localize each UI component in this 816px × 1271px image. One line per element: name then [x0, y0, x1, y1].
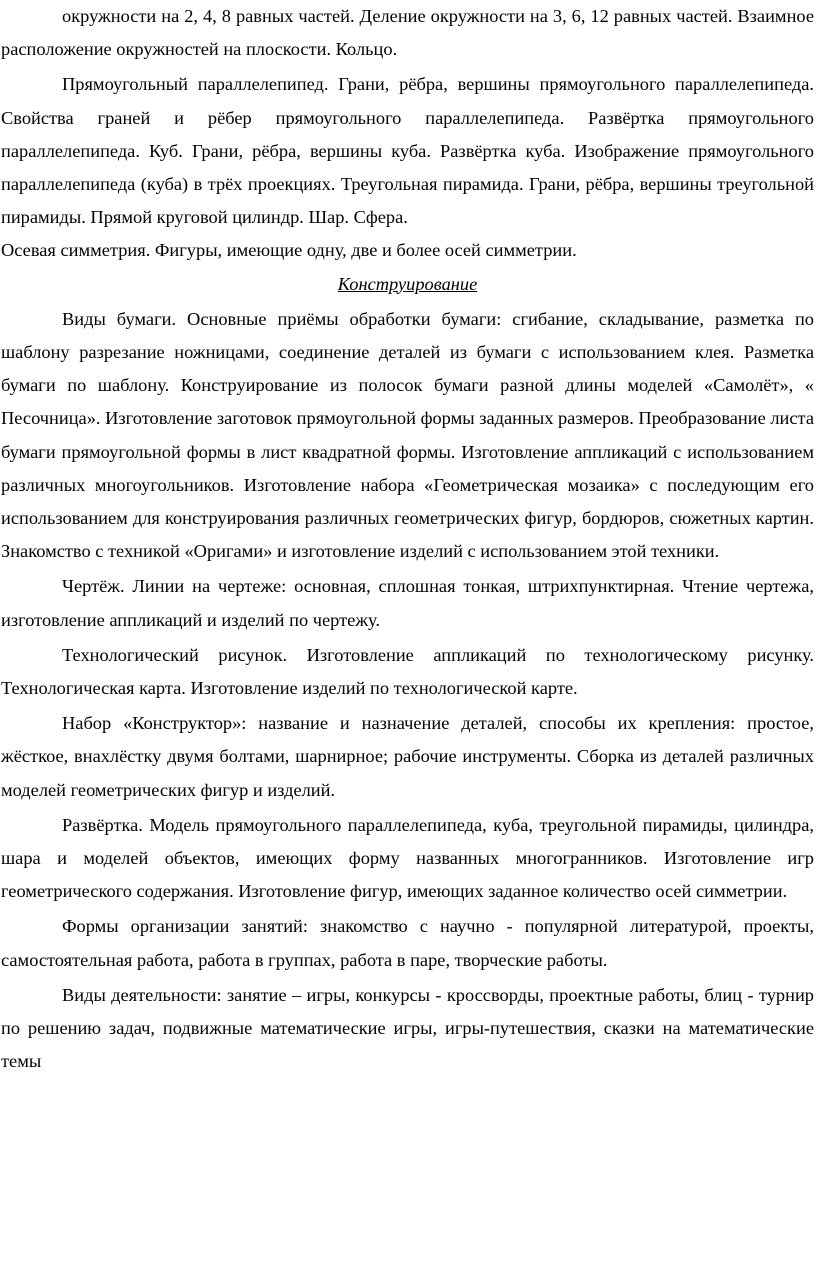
paragraph-parallelepiped: Прямоугольный параллелепипед. Грани, рёбра, вершины прямоугольного параллелепипеда. Свойства граней и рёбер прямоугольного параллелепипеда. Развёртка прямоугольного параллелепипеда. Куб. Грани, рёбра, вершины куба. Развёртка куба. Изображение прямоугольного параллелепипеда (куба) в трёх проекциях. Треугольная пирамида. Грани, рёбра, вершины треугольной пирамиды. Прямой круговой цилиндр. Шар. Сфера. — [1, 74, 814, 228]
paragraph-activity-types: Виды деятельности: занятие – игры, конкурсы - кроссворды, проектные работы, блиц - турнир по решению задач, подвижные математические игры, игры-путешествия, сказки на математические темы — [1, 984, 814, 1072]
paragraph-technological-drawing: Технологический рисунок. Изготовление аппликаций по технологическому рисунку. Технологическая карта. Изготовление изделий по технологической карте. — [1, 644, 814, 699]
paragraph-axial-symmetry: Осевая симметрия. Фигуры, имеющие одну, две и более осей симметрии. — [1, 240, 577, 261]
paragraph-constructor-set: Набор «Конструктор»: название и назначение деталей, способы их крепления: простое, жёсткое, внахлёстку двумя болтами, шарнирное; рабочие инструменты. Сборка из деталей различных моделей геометрических фигур и изделий. — [1, 713, 814, 800]
section-heading-construction: Конструирование — [337, 273, 478, 294]
paragraph-drawing: Чертёж. Линии на чертеже: основная, сплошная тонкая, штрихпунктирная. Чтение чертежа, изготовление аппликаций и изделий по чертежу. — [1, 576, 814, 630]
paragraph-paper-types: Виды бумаги. Основные приёмы обработки бумаги: сгибание, складывание, разметка по шаблону разрезание ножницами, соединение деталей из бумаги с использованием клея. Разметка бумаги по шаблону. Конструирование из полосок бумаги разной длины моделей «Самолёт», « Песочница». Изготовление заготовок прямоугольной формы заданных размеров. Преобразование листа бумаги прямоугольной формы в лист квадратной формы. Изготовление аппликаций с использованием различных многоугольников. Изготовление набора «Геометрическая мозаика» с последующим его использованием для конструирования различных геометрических фигур, бордюров, сюжетных картин. Знакомство с техникой «Оригами» и изготовление изделий с использованием этой техники. — [1, 308, 814, 562]
paragraph-forms-of-organization: Формы организации занятий: знакомство с научно - популярной литературой, проекты, самостоятельная работа, работа в группах, работа в паре, творческие работы. — [1, 916, 814, 970]
paragraph-circle-division: окружности на 2, 4, 8 равных частей. Деление окружности на 3, 6, 12 равных частей. Взаимное расположение окружностей на плоскости. Кольцо. — [1, 6, 814, 60]
paragraph-net: Развёртка. Модель прямоугольного параллелепипеда, куба, треугольной пирамиды, цилиндра, шара и моделей объектов, имеющих форму названных многогранников. Изготовление игр геометрического содержания. Изготовление фигур, имеющих заданное количество осей симметрии. — [1, 814, 814, 902]
